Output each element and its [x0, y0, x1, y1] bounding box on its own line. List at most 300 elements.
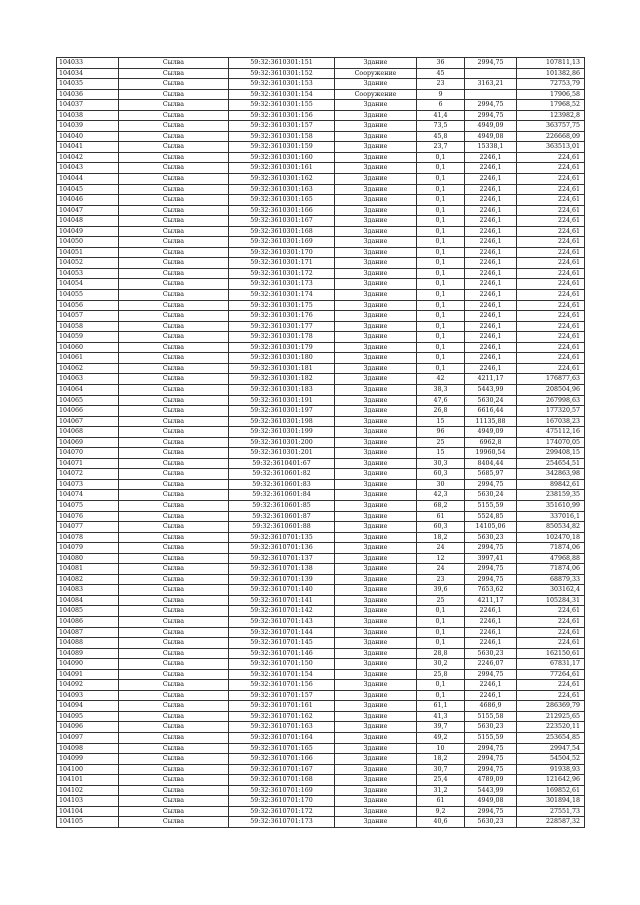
row-id-cell: 104075 [57, 500, 119, 511]
municipality-cell: Сылва [119, 722, 229, 733]
municipality-cell: Сылва [119, 363, 229, 374]
cadastral-number-cell: 59:32:3610301:174 [229, 290, 335, 301]
area-cell: 0,1 [417, 184, 465, 195]
row-id-cell: 104053 [57, 268, 119, 279]
row-id-cell: 104091 [57, 669, 119, 680]
cadastral-number-cell: 59:32:3610301:199 [229, 427, 335, 438]
rate-cell: 5155,58 [465, 711, 517, 722]
row-id-cell: 104066 [57, 406, 119, 417]
row-id-cell: 104068 [57, 427, 119, 438]
area-cell: 0,1 [417, 174, 465, 185]
cost-cell: 224,61 [517, 321, 585, 332]
object-type-cell: Здание [335, 311, 417, 322]
object-type-cell: Здание [335, 669, 417, 680]
municipality-cell: Сылва [119, 817, 229, 828]
row-id-cell: 104055 [57, 290, 119, 301]
municipality-cell: Сылва [119, 669, 229, 680]
row-id-cell: 104081 [57, 564, 119, 575]
table-row [57, 458, 585, 469]
table-row [57, 247, 585, 258]
cost-cell: 208504,96 [517, 384, 585, 395]
row-id-cell: 104061 [57, 353, 119, 364]
table-row [57, 606, 585, 617]
object-type-cell: Здание [335, 627, 417, 638]
cadastral-number-cell: 59:32:3610301:156 [229, 110, 335, 121]
area-cell: 0,1 [417, 690, 465, 701]
table-row [57, 237, 585, 248]
rate-cell: 2246,1 [465, 195, 517, 206]
rate-cell: 2246,1 [465, 363, 517, 374]
row-id-cell: 104049 [57, 226, 119, 237]
cost-cell: 223520,11 [517, 722, 585, 733]
cadastral-number-cell: 59:32:3610701:165 [229, 743, 335, 754]
cadastral-number-cell: 59:32:3610301:173 [229, 279, 335, 290]
municipality-cell: Сылва [119, 110, 229, 121]
area-cell: 41,4 [417, 110, 465, 121]
object-type-cell: Здание [335, 374, 417, 385]
rate-cell: 2246,1 [465, 321, 517, 332]
rate-cell: 2994,75 [465, 110, 517, 121]
row-id-cell: 104064 [57, 384, 119, 395]
area-cell: 0,1 [417, 342, 465, 353]
cost-cell: 224,61 [517, 152, 585, 163]
area-cell: 0,1 [417, 195, 465, 206]
row-id-cell: 104069 [57, 437, 119, 448]
row-id-cell: 104046 [57, 195, 119, 206]
municipality-cell: Сылва [119, 406, 229, 417]
rate-cell: 2246,1 [465, 216, 517, 227]
rate-cell: 2246,1 [465, 627, 517, 638]
rate-cell: 2246,1 [465, 342, 517, 353]
object-type-cell: Здание [335, 163, 417, 174]
municipality-cell: Сылва [119, 690, 229, 701]
table-row [57, 100, 585, 111]
municipality-cell: Сылва [119, 342, 229, 353]
row-id-cell: 104065 [57, 395, 119, 406]
rate-cell: 2246,1 [465, 247, 517, 258]
rate-cell: 2246,1 [465, 184, 517, 195]
area-cell: 12 [417, 553, 465, 564]
object-type-cell: Здание [335, 384, 417, 395]
area-cell: 42,3 [417, 490, 465, 501]
rate-cell: 2994,75 [465, 764, 517, 775]
area-cell: 61,1 [417, 701, 465, 712]
row-id-cell: 104040 [57, 131, 119, 142]
cost-cell: 475112,16 [517, 427, 585, 438]
rate-cell: 2994,75 [465, 58, 517, 69]
table-row [57, 290, 585, 301]
object-type-cell: Здание [335, 279, 417, 290]
cadastral-number-cell: 59:32:3610701:172 [229, 806, 335, 817]
row-id-cell: 104043 [57, 163, 119, 174]
object-type-cell: Здание [335, 595, 417, 606]
object-type-cell: Здание [335, 395, 417, 406]
object-type-cell: Здание [335, 785, 417, 796]
row-id-cell: 104036 [57, 89, 119, 100]
area-cell: 68,2 [417, 500, 465, 511]
row-id-cell: 104058 [57, 321, 119, 332]
area-cell: 0,1 [417, 152, 465, 163]
table-row [57, 616, 585, 627]
area-cell: 0,1 [417, 321, 465, 332]
row-id-cell: 104098 [57, 743, 119, 754]
municipality-cell: Сылва [119, 100, 229, 111]
area-cell: 39,6 [417, 585, 465, 596]
cost-cell: 68879,33 [517, 574, 585, 585]
municipality-cell: Сылва [119, 216, 229, 227]
cadastral-table [56, 57, 585, 828]
rate-cell: 2246,1 [465, 174, 517, 185]
object-type-cell: Здание [335, 606, 417, 617]
cadastral-number-cell: 59:32:3610401:67 [229, 458, 335, 469]
object-type-cell: Здание [335, 100, 417, 111]
table-row [57, 79, 585, 90]
table-row [57, 184, 585, 195]
object-type-cell: Здание [335, 268, 417, 279]
cadastral-number-cell: 59:32:3610701:136 [229, 543, 335, 554]
table-row [57, 543, 585, 554]
cadastral-number-cell: 59:32:3610301:201 [229, 448, 335, 459]
area-cell: 31,2 [417, 785, 465, 796]
municipality-cell: Сылва [119, 585, 229, 596]
table-row [57, 511, 585, 522]
table-row [57, 448, 585, 459]
rate-cell: 2994,75 [465, 574, 517, 585]
table-row [57, 163, 585, 174]
table-row [57, 553, 585, 564]
municipality-cell: Сылва [119, 733, 229, 744]
cadastral-number-cell: 59:32:3610601:85 [229, 500, 335, 511]
cadastral-number-cell: 59:32:3610301:152 [229, 68, 335, 79]
row-id-cell: 104048 [57, 216, 119, 227]
area-cell: 36 [417, 58, 465, 69]
area-cell: 23 [417, 574, 465, 585]
table-row [57, 627, 585, 638]
object-type-cell: Здание [335, 290, 417, 301]
row-id-cell: 104047 [57, 205, 119, 216]
rate-cell: 2246,1 [465, 290, 517, 301]
area-cell: 0,1 [417, 363, 465, 374]
table-row [57, 817, 585, 828]
cost-cell: 303162,4 [517, 585, 585, 596]
cadastral-number-cell: 59:32:3610601:83 [229, 479, 335, 490]
cadastral-number-cell: 59:32:3610701:140 [229, 585, 335, 596]
area-cell: 6 [417, 100, 465, 111]
cost-cell: 224,61 [517, 332, 585, 343]
rate-cell: 2994,75 [465, 543, 517, 554]
municipality-cell: Сылва [119, 595, 229, 606]
cadastral-number-cell: 59:32:3610701:161 [229, 701, 335, 712]
row-id-cell: 104088 [57, 638, 119, 649]
rate-cell: 5155,59 [465, 500, 517, 511]
object-type-cell: Здание [335, 490, 417, 501]
rate-cell: 2994,75 [465, 754, 517, 765]
cost-cell: 72753,79 [517, 79, 585, 90]
municipality-cell: Сылва [119, 437, 229, 448]
rate-cell: 5630,23 [465, 817, 517, 828]
row-id-cell: 104077 [57, 522, 119, 533]
cadastral-number-cell: 59:32:3610301:168 [229, 226, 335, 237]
rate-cell: 2994,75 [465, 100, 517, 111]
rate-cell: 14105,06 [465, 522, 517, 533]
area-cell: 61 [417, 511, 465, 522]
cadastral-number-cell: 59:32:3610301:163 [229, 184, 335, 195]
row-id-cell: 104033 [57, 58, 119, 69]
area-cell: 0,1 [417, 353, 465, 364]
municipality-cell: Сылва [119, 448, 229, 459]
cost-cell: 224,61 [517, 680, 585, 691]
rate-cell: 2246,1 [465, 638, 517, 649]
object-type-cell: Здание [335, 733, 417, 744]
row-id-cell: 104035 [57, 79, 119, 90]
rate-cell: 4789,09 [465, 775, 517, 786]
table-row [57, 427, 585, 438]
municipality-cell: Сылва [119, 58, 229, 69]
row-id-cell: 104105 [57, 817, 119, 828]
row-id-cell: 104074 [57, 490, 119, 501]
cadastral-number-cell: 59:32:3610301:191 [229, 395, 335, 406]
table-row [57, 764, 585, 775]
cadastral-number-cell: 59:32:3610301:176 [229, 311, 335, 322]
cadastral-number-cell: 59:32:3610701:139 [229, 574, 335, 585]
cost-cell: 228587,32 [517, 817, 585, 828]
row-id-cell: 104039 [57, 121, 119, 132]
municipality-cell: Сылва [119, 237, 229, 248]
rate-cell: 2246,1 [465, 311, 517, 322]
cadastral-number-cell: 59:32:3610701:150 [229, 659, 335, 670]
municipality-cell: Сылва [119, 184, 229, 195]
table-row [57, 152, 585, 163]
cost-cell: 224,61 [517, 237, 585, 248]
row-id-cell: 104100 [57, 764, 119, 775]
table-row [57, 89, 585, 100]
area-cell: 45 [417, 68, 465, 79]
municipality-cell: Сылва [119, 511, 229, 522]
row-id-cell: 104056 [57, 300, 119, 311]
municipality-cell: Сылва [119, 764, 229, 775]
table-row [57, 701, 585, 712]
municipality-cell: Сылва [119, 427, 229, 438]
object-type-cell: Здание [335, 479, 417, 490]
municipality-cell: Сылва [119, 574, 229, 585]
object-type-cell: Здание [335, 659, 417, 670]
table-row [57, 416, 585, 427]
rate-cell: 2246,1 [465, 353, 517, 364]
cadastral-number-cell: 59:32:3610601:82 [229, 469, 335, 480]
rate-cell: 3163,21 [465, 79, 517, 90]
municipality-cell: Сылва [119, 522, 229, 533]
object-type-cell: Здание [335, 522, 417, 533]
area-cell: 0,1 [417, 258, 465, 269]
object-type-cell: Здание [335, 564, 417, 575]
cadastral-number-cell: 59:32:3610301:153 [229, 79, 335, 90]
row-id-cell: 104087 [57, 627, 119, 638]
cost-cell: 91938,93 [517, 764, 585, 775]
object-type-cell: Здание [335, 152, 417, 163]
municipality-cell: Сылва [119, 775, 229, 786]
cadastral-number-cell: 59:32:3610301:162 [229, 174, 335, 185]
row-id-cell: 104062 [57, 363, 119, 374]
row-id-cell: 104086 [57, 616, 119, 627]
municipality-cell: Сылва [119, 205, 229, 216]
cadastral-number-cell: 59:32:3610301:171 [229, 258, 335, 269]
cadastral-number-cell: 59:32:3610701:163 [229, 722, 335, 733]
row-id-cell: 104089 [57, 648, 119, 659]
cadastral-number-cell: 59:32:3610301:155 [229, 100, 335, 111]
cost-cell: 301894,18 [517, 796, 585, 807]
table-row [57, 775, 585, 786]
table-row [57, 648, 585, 659]
row-id-cell: 104051 [57, 247, 119, 258]
table-row [57, 226, 585, 237]
area-cell: 25 [417, 595, 465, 606]
cadastral-number-cell: 59:32:3610301:197 [229, 406, 335, 417]
object-type-cell: Здание [335, 543, 417, 554]
rate-cell: 2246,1 [465, 616, 517, 627]
municipality-cell: Сылва [119, 806, 229, 817]
table-row [57, 311, 585, 322]
cost-cell: 337016,1 [517, 511, 585, 522]
municipality-cell: Сылва [119, 701, 229, 712]
table-row [57, 258, 585, 269]
cadastral-number-cell: 59:32:3610701:143 [229, 616, 335, 627]
table-row [57, 806, 585, 817]
table-row [57, 374, 585, 385]
municipality-cell: Сылва [119, 743, 229, 754]
cost-cell: 238159,35 [517, 490, 585, 501]
table-row [57, 268, 585, 279]
table-row [57, 395, 585, 406]
area-cell: 38,3 [417, 384, 465, 395]
row-id-cell: 104059 [57, 332, 119, 343]
object-type-cell: Здание [335, 258, 417, 269]
rate-cell: 5630,24 [465, 395, 517, 406]
row-id-cell: 104084 [57, 595, 119, 606]
area-cell: 0,1 [417, 247, 465, 258]
cost-cell: 224,61 [517, 311, 585, 322]
municipality-cell: Сылва [119, 195, 229, 206]
cost-cell: 224,61 [517, 363, 585, 374]
row-id-cell: 104044 [57, 174, 119, 185]
rate-cell: 4686,9 [465, 701, 517, 712]
cost-cell: 363757,75 [517, 121, 585, 132]
object-type-cell: Здание [335, 131, 417, 142]
rate-cell: 2246,1 [465, 268, 517, 279]
object-type-cell: Здание [335, 353, 417, 364]
object-type-cell: Здание [335, 448, 417, 459]
row-id-cell: 104034 [57, 68, 119, 79]
cadastral-number-cell: 59:32:3610301:160 [229, 152, 335, 163]
table-row [57, 68, 585, 79]
municipality-cell: Сылва [119, 711, 229, 722]
cadastral-number-cell: 59:32:3610701:170 [229, 796, 335, 807]
object-type-cell: Здание [335, 616, 417, 627]
municipality-cell: Сылва [119, 163, 229, 174]
object-type-cell: Здание [335, 817, 417, 828]
municipality-cell: Сылва [119, 226, 229, 237]
row-id-cell: 104079 [57, 543, 119, 554]
table-row [57, 490, 585, 501]
table-row [57, 174, 585, 185]
area-cell: 40,6 [417, 817, 465, 828]
row-id-cell: 104101 [57, 775, 119, 786]
rate-cell: 2994,75 [465, 669, 517, 680]
table-row [57, 332, 585, 343]
cost-cell: 363513,01 [517, 142, 585, 153]
municipality-cell: Сылва [119, 321, 229, 332]
table-row [57, 205, 585, 216]
municipality-cell: Сылва [119, 300, 229, 311]
cost-cell: 101382,86 [517, 68, 585, 79]
municipality-cell: Сылва [119, 638, 229, 649]
cost-cell: 224,61 [517, 638, 585, 649]
cost-cell: 850534,82 [517, 522, 585, 533]
cadastral-number-cell: 59:32:3610601:84 [229, 490, 335, 501]
table-row [57, 500, 585, 511]
object-type-cell: Здание [335, 416, 417, 427]
cadastral-number-cell: 59:32:3610701:164 [229, 733, 335, 744]
area-cell: 10 [417, 743, 465, 754]
cadastral-number-cell: 59:32:3610301:183 [229, 384, 335, 395]
row-id-cell: 104099 [57, 754, 119, 765]
table-row [57, 384, 585, 395]
table-row [57, 58, 585, 69]
row-id-cell: 104102 [57, 785, 119, 796]
rate-cell: 2994,75 [465, 806, 517, 817]
cost-cell: 224,61 [517, 627, 585, 638]
row-id-cell: 104104 [57, 806, 119, 817]
object-type-cell: Здание [335, 406, 417, 417]
cost-cell: 67831,17 [517, 659, 585, 670]
cadastral-number-cell: 59:32:3610701:162 [229, 711, 335, 722]
cadastral-number-cell: 59:32:3610301:158 [229, 131, 335, 142]
object-type-cell: Здание [335, 648, 417, 659]
cost-cell: 224,61 [517, 226, 585, 237]
area-cell: 30,3 [417, 458, 465, 469]
rate-cell: 5630,24 [465, 490, 517, 501]
table-row [57, 342, 585, 353]
area-cell: 0,1 [417, 680, 465, 691]
cost-cell: 224,61 [517, 216, 585, 227]
area-cell: 30,2 [417, 659, 465, 670]
cadastral-number-cell: 59:32:3610701:137 [229, 553, 335, 564]
area-cell: 0,1 [417, 606, 465, 617]
area-cell: 24 [417, 543, 465, 554]
row-id-cell: 104050 [57, 237, 119, 248]
row-id-cell: 104063 [57, 374, 119, 385]
table-row [57, 595, 585, 606]
municipality-cell: Сылва [119, 680, 229, 691]
area-cell: 9,2 [417, 806, 465, 817]
object-type-cell: Здание [335, 184, 417, 195]
municipality-cell: Сылва [119, 659, 229, 670]
cost-cell: 162150,61 [517, 648, 585, 659]
object-type-cell: Здание [335, 427, 417, 438]
table-row [57, 585, 585, 596]
cadastral-number-cell: 59:32:3610301:175 [229, 300, 335, 311]
cost-cell: 71874,06 [517, 543, 585, 554]
table-row [57, 216, 585, 227]
object-type-cell: Здание [335, 796, 417, 807]
object-type-cell: Здание [335, 511, 417, 522]
cadastral-number-cell: 59:32:3610301:180 [229, 353, 335, 364]
object-type-cell: Сооружение [335, 89, 417, 100]
row-id-cell: 104072 [57, 469, 119, 480]
municipality-cell: Сылва [119, 606, 229, 617]
municipality-cell: Сылва [119, 290, 229, 301]
area-cell: 60,3 [417, 522, 465, 533]
table-row [57, 638, 585, 649]
